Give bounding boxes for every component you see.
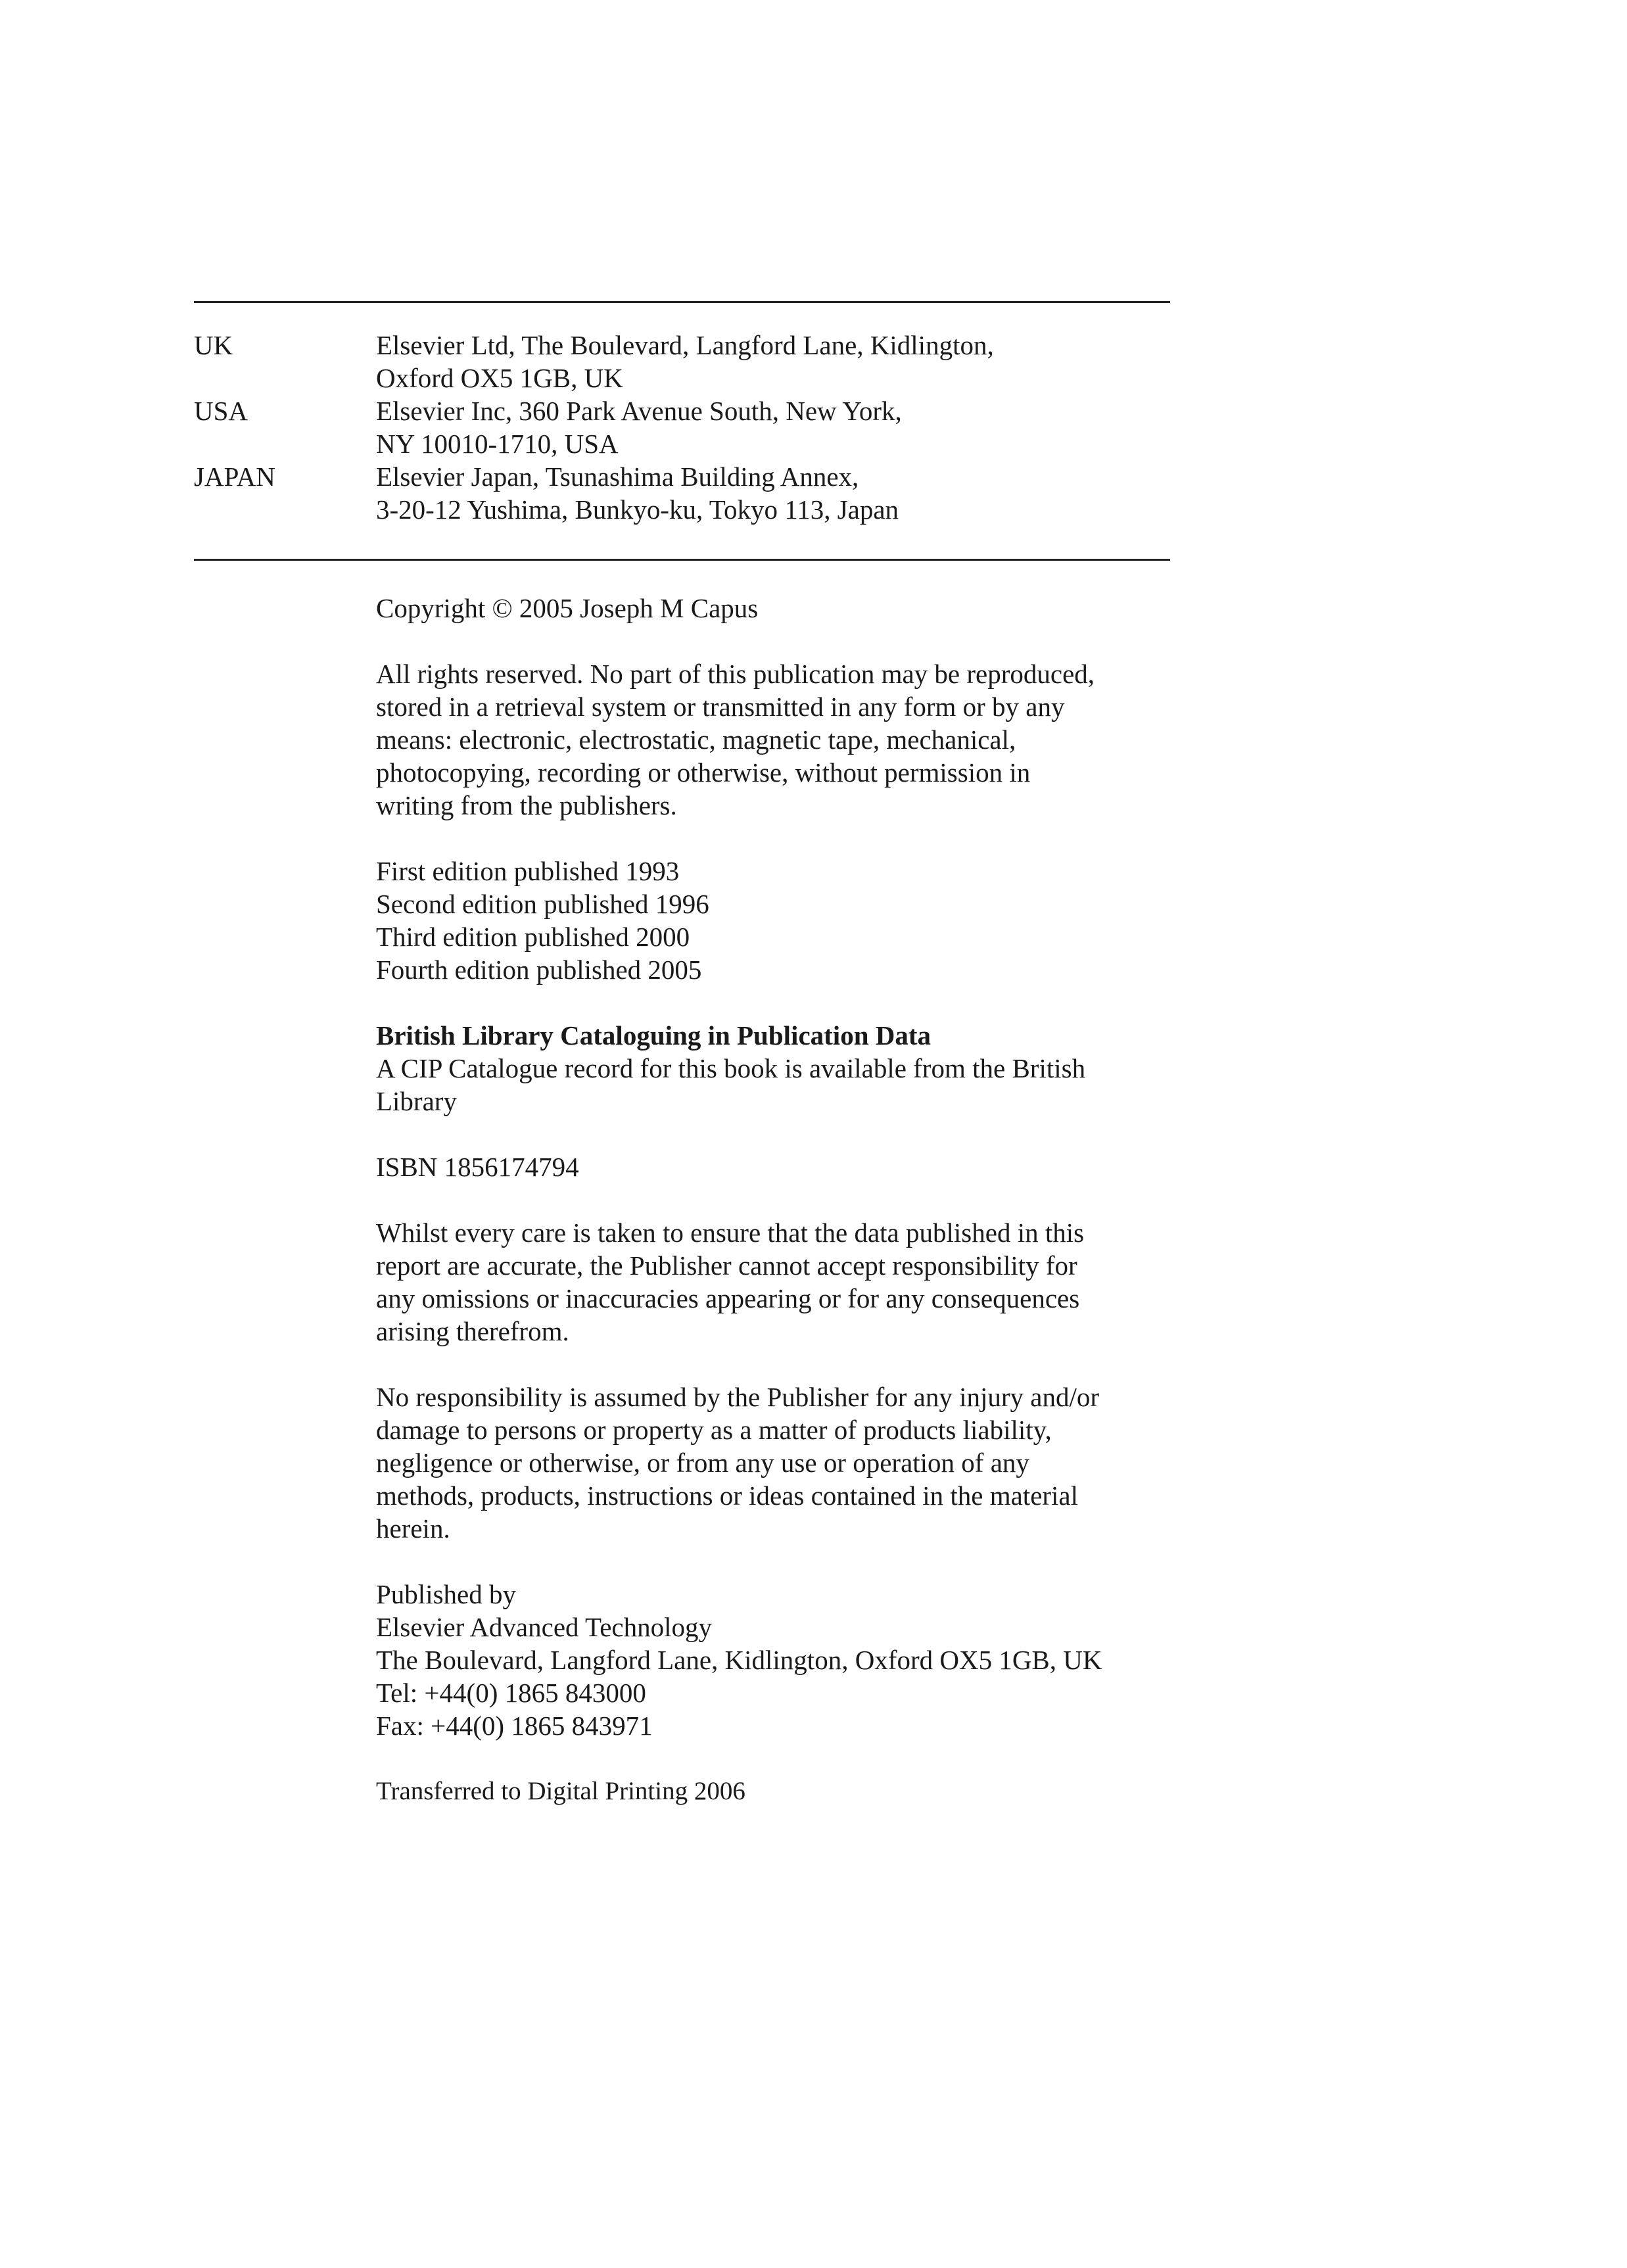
cip-line: Library	[376, 1086, 457, 1116]
rights-line: means: electronic, electrostatic, magnetic tape, mechanical,	[376, 724, 1016, 755]
liability-line: negligence or otherwise, or from any use or operation of any	[376, 1448, 1029, 1478]
publisher-line: Published by	[376, 1579, 516, 1609]
cip-line: A CIP Catalogue record for this book is available from the British	[376, 1053, 1086, 1083]
address-line: Elsevier Japan, Tsunashima Building Annex,	[376, 461, 859, 492]
edition-line: First edition published 1993	[376, 856, 680, 886]
publisher-line: Tel: +44(0) 1865 843000	[376, 1678, 646, 1708]
publisher-addresses	[194, 329, 1170, 526]
publisher-line: Fax: +44(0) 1865 843971	[376, 1711, 653, 1741]
edition-line: Fourth edition published 2005	[376, 955, 702, 985]
rights-line: All rights reserved. No part of this publication may be reproduced,	[376, 659, 1095, 689]
disclaimer-line: report are accurate, the Publisher cannot accept responsibility for	[376, 1250, 1077, 1281]
liability-line: methods, products, instructions or ideas contained in the material	[376, 1480, 1079, 1511]
copyright-page-body	[376, 592, 1178, 1841]
address-line: Oxford OX5 1GB, UK	[376, 363, 623, 393]
address-line: 3-20-12 Yushima, Bunkyo-ku, Tokyo 113, Japan	[376, 494, 899, 525]
publisher-line: The Boulevard, Langford Lane, Kidlington, Oxford OX5 1GB, UK	[376, 1645, 1102, 1675]
copyright-notice: Copyright © 2005 Joseph M Capus	[376, 593, 759, 623]
publisher-info	[376, 1578, 1178, 1742]
disclaimer-line: Whilst every care is taken to ensure that the data published in this	[376, 1217, 1085, 1248]
liability-notice	[376, 1381, 1178, 1545]
country-label: JAPAN	[194, 461, 275, 492]
disclaimer	[376, 1216, 1178, 1348]
address-line: Elsevier Ltd, The Boulevard, Langford Lane, Kidlington,	[376, 330, 994, 360]
address-japan	[194, 460, 1170, 526]
address-uk	[194, 329, 1170, 394]
publisher-line: Elsevier Advanced Technology	[376, 1612, 712, 1642]
rights-line: writing from the publishers.	[376, 790, 677, 820]
liability-line: herein.	[376, 1513, 450, 1544]
country-label: UK	[194, 330, 233, 360]
address-line: Elsevier Inc, 360 Park Avenue South, New York,	[376, 396, 902, 426]
rights-line: stored in a retrieval system or transmitted in any form or by any	[376, 692, 1065, 722]
disclaimer-line: any omissions or inaccuracies appearing or for any consequences	[376, 1283, 1080, 1313]
printing-note: Transferred to Digital Printing 2006	[376, 1777, 745, 1805]
top-rule	[194, 301, 1170, 303]
address-usa	[194, 394, 1170, 460]
liability-line: No responsibility is assumed by the Publisher for any injury and/or	[376, 1382, 1100, 1412]
disclaimer-line: arising therefrom.	[376, 1316, 569, 1346]
edition-line: Third edition published 2000	[376, 922, 690, 952]
cip-data	[376, 1019, 1178, 1118]
isbn: ISBN 1856174794	[376, 1152, 579, 1182]
address-line: NY 10010-1710, USA	[376, 429, 619, 459]
bottom-rule	[194, 559, 1170, 561]
edition-line: Second edition published 1996	[376, 889, 709, 919]
country-label: USA	[194, 396, 248, 426]
rights-line: photocopying, recording or otherwise, without permission in	[376, 757, 1031, 788]
edition-history	[376, 855, 1178, 986]
rights-statement	[376, 657, 1178, 822]
liability-line: damage to persons or property as a matter of products liability,	[376, 1415, 1052, 1445]
cip-heading: British Library Cataloguing in Publication Data	[376, 1020, 931, 1051]
